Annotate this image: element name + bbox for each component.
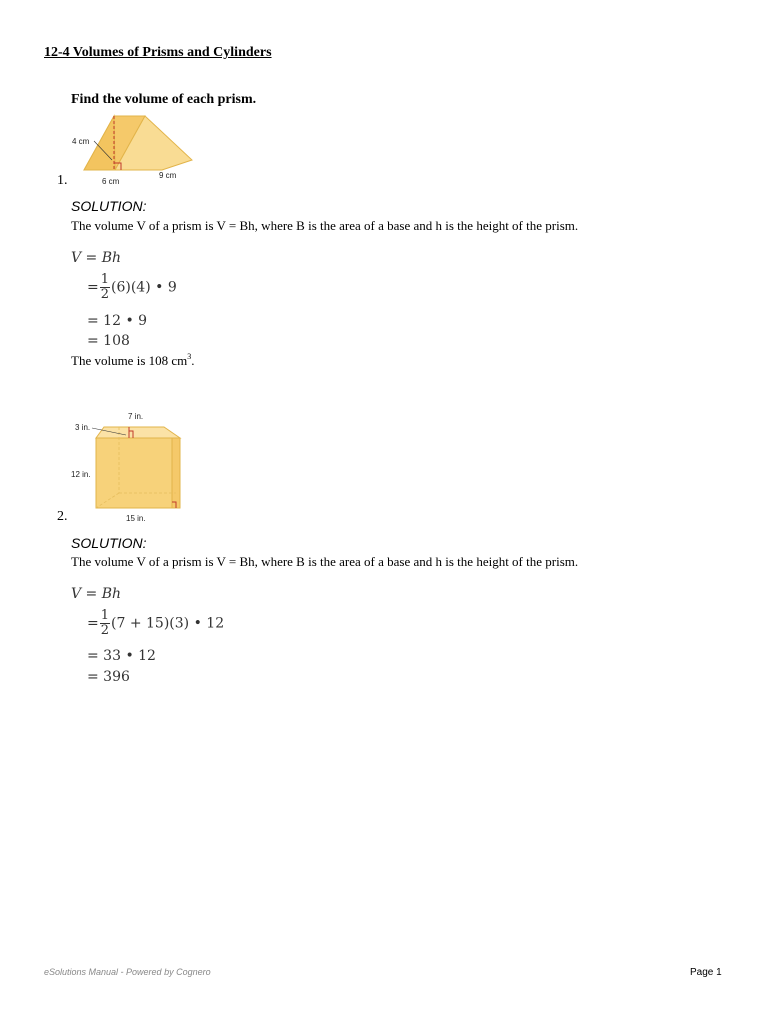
problem-1-step-1 xyxy=(71,250,121,266)
problem-1-solution-text: The volume V of a prism is V = Bh, where B is the area of a base and h is the height of the prism. xyxy=(71,218,579,233)
problem-1-step-4: = 108 xyxy=(87,333,130,349)
problem-1-step-3: = 12 • 9 xyxy=(87,313,148,329)
problem-2-step-4: = 396 xyxy=(87,669,130,685)
problem-2-step-1 xyxy=(71,586,121,602)
problem-2-solution-text: The volume V of a prism is V = Bh, where B is the area of a base and h is the height of the prism. xyxy=(71,554,579,569)
problem-2-solution-label: SOLUTION: xyxy=(71,535,147,551)
trapezoidal-prism-figure xyxy=(66,408,196,526)
problem-1-answer: The volume is 108 $cm^3$. xyxy=(71,352,195,368)
side-label: 3 in. xyxy=(75,423,91,432)
problem-2-step-2: = $\frac{1}{2}$ (7 + 15)(3) • 12 xyxy=(87,608,225,638)
fraction: $\frac{1}{2}$ xyxy=(100,608,110,638)
triangular-prism-figure xyxy=(66,108,206,190)
step-formula: V = Bh xyxy=(71,250,122,266)
top-label: 7 in. xyxy=(128,412,144,421)
footer-credit: eSolutions Manual - Powered by Cognero xyxy=(44,967,211,977)
problem-1-solution-label: SOLUTION: xyxy=(71,198,147,214)
length-label: 9 cm xyxy=(159,171,177,180)
height-label: 12 in. xyxy=(71,470,91,479)
instruction: Find the volume of each prism. xyxy=(71,92,257,107)
height-label: 4 cm xyxy=(72,137,90,146)
fraction: $\frac{1}{2}$ xyxy=(100,272,110,302)
problem-1-number: 1. xyxy=(57,173,68,188)
base-label: 15 in. xyxy=(126,514,146,523)
page-title: 12-4 Volumes of Prisms and Cylinders xyxy=(44,45,272,60)
base-label: 6 cm xyxy=(102,177,120,186)
problem-1-step-2: = $\frac{1}{2}$ (6)(4) • 9 xyxy=(87,272,177,302)
step-formula: V = Bh xyxy=(71,586,122,602)
problem-2-step-3: = 33 • 12 xyxy=(87,648,156,664)
page-number: Page 1 xyxy=(690,967,722,978)
problem-2-number: 2. xyxy=(57,509,68,524)
